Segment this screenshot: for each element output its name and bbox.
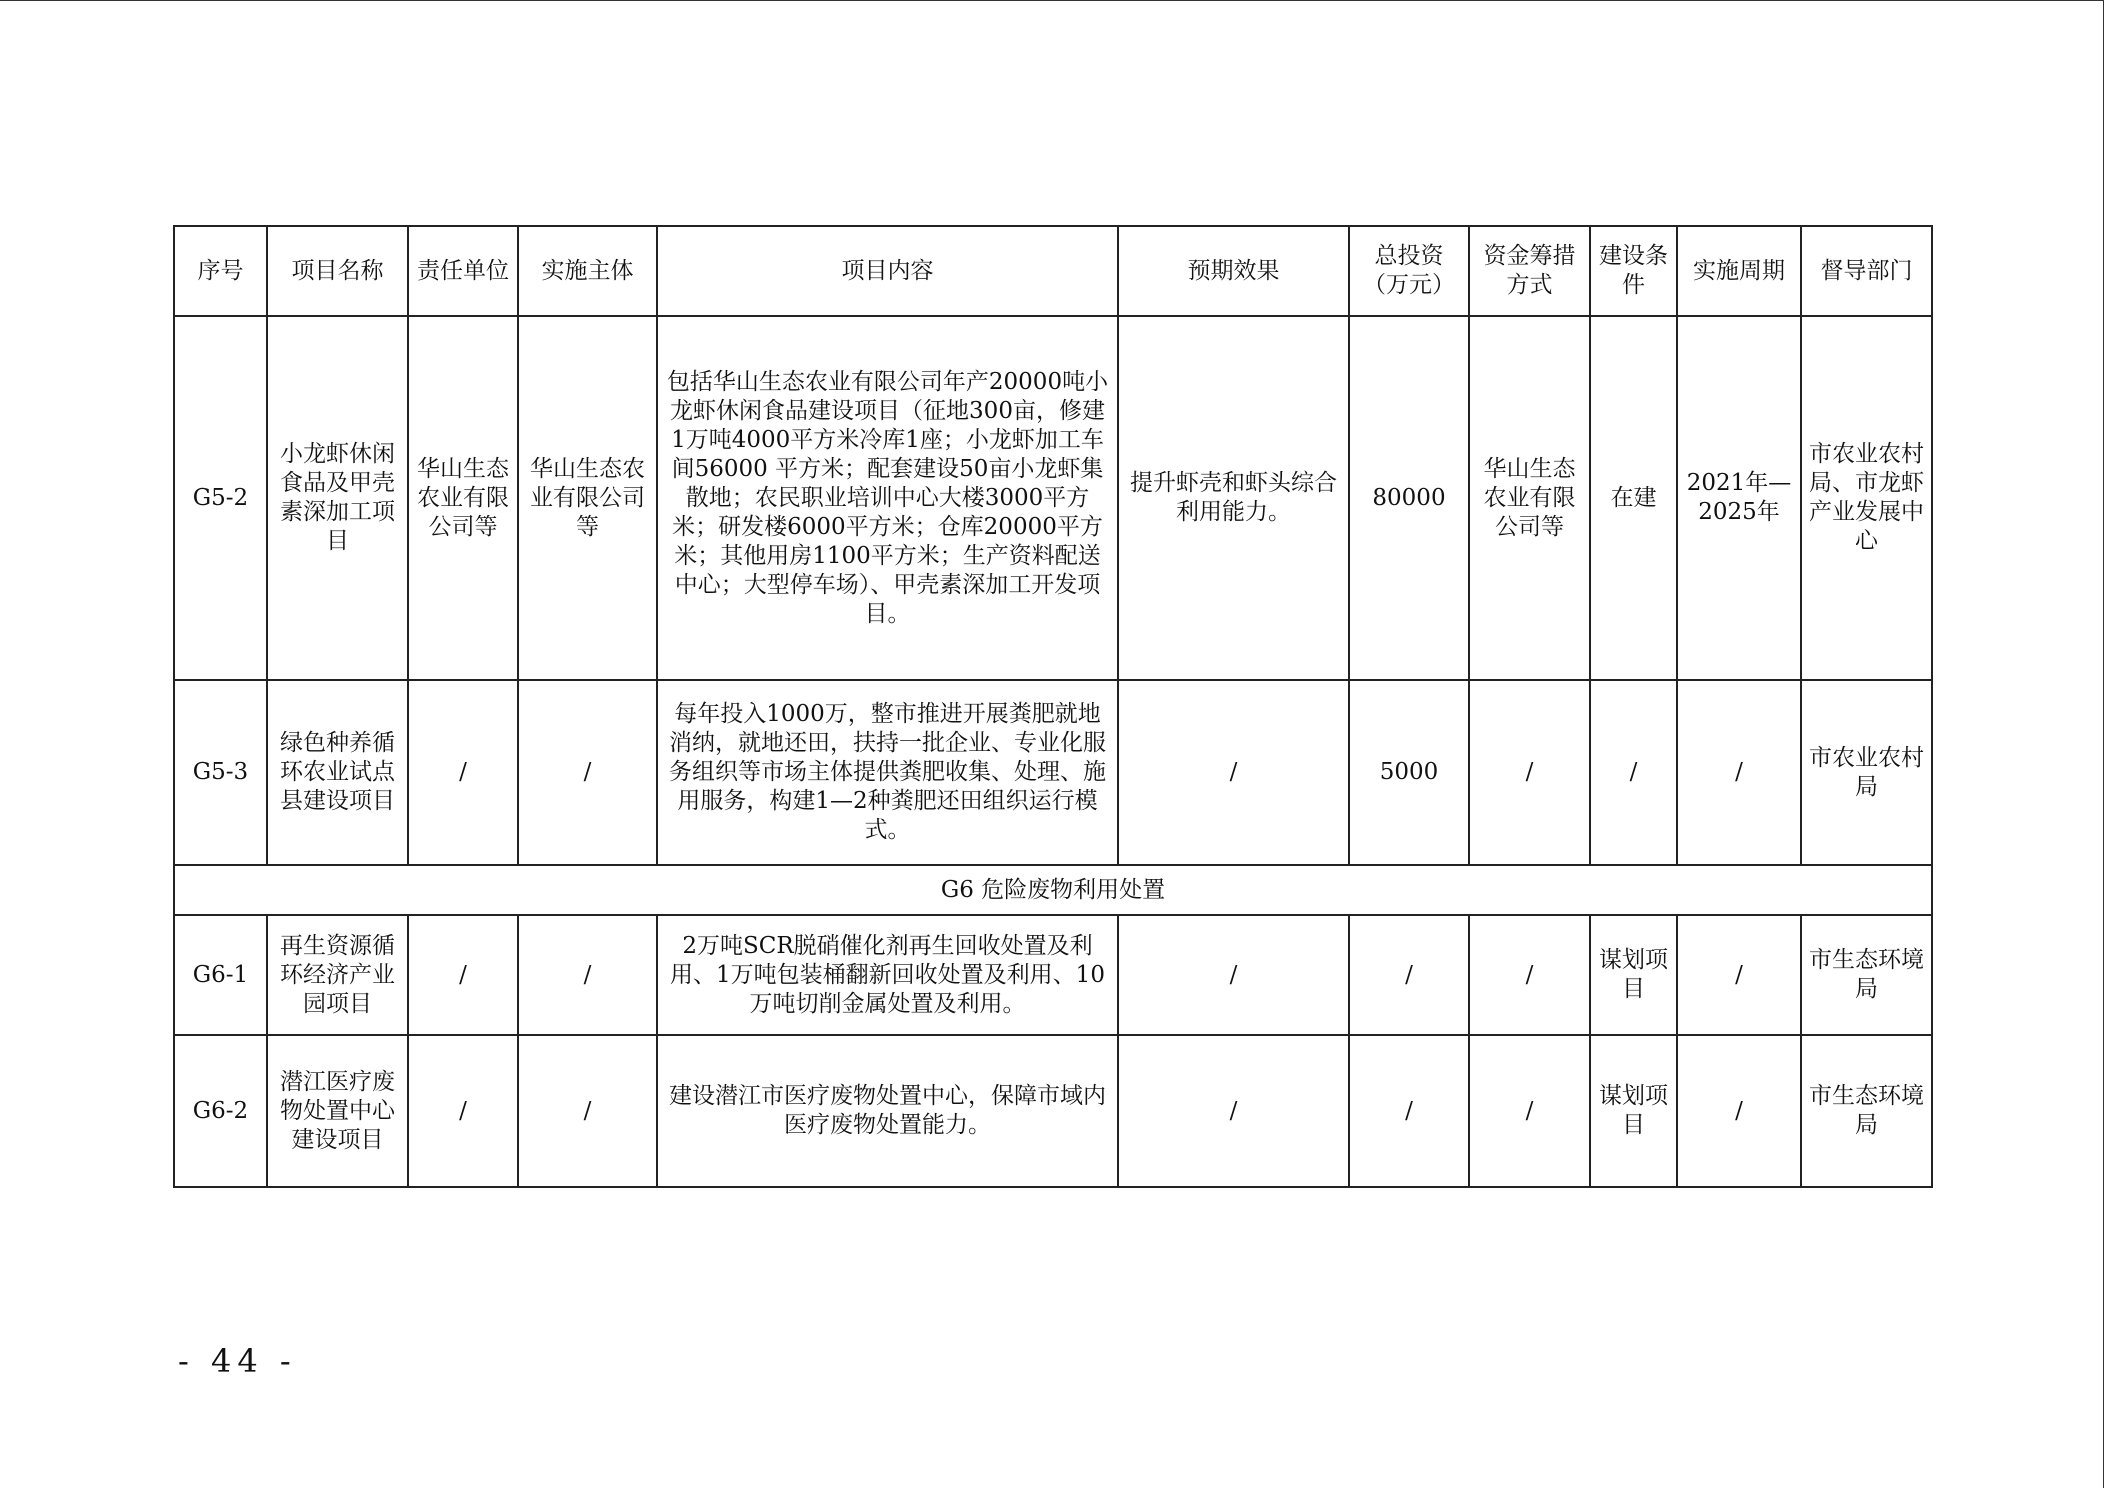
header-effect: 预期效果 [1118, 226, 1349, 316]
page-edge-top [0, 0, 2104, 1]
cell-period: 2021年—2025年 [1677, 316, 1801, 680]
cell-name: 潜江医疗废物处置中心建设项目 [267, 1035, 408, 1187]
cell-responsible: 华山生态农业有限公司等 [408, 316, 518, 680]
cell-id: G6-1 [174, 915, 267, 1035]
header-content: 项目内容 [657, 226, 1118, 316]
cell-responsible: / [408, 915, 518, 1035]
cell-implementer: / [518, 680, 657, 865]
cell-name: 绿色种养循环农业试点县建设项目 [267, 680, 408, 865]
cell-condition: / [1590, 680, 1677, 865]
cell-investment: / [1349, 1035, 1469, 1187]
cell-responsible: / [408, 1035, 518, 1187]
cell-name: 再生资源循环经济产业园项目 [267, 915, 408, 1035]
table-row [174, 680, 1932, 865]
page-number: - 44 - [178, 1342, 297, 1380]
cell-effect: / [1118, 1035, 1349, 1187]
cell-supervisor: 市生态环境局 [1801, 915, 1932, 1035]
cell-id: G5-3 [174, 680, 267, 865]
header-implementer: 实施主体 [518, 226, 657, 316]
header-row [174, 226, 1932, 316]
cell-content: 包括华山生态农业有限公司年产20000吨小龙虾休闲食品建设项目（征地300亩，修建1万吨4000平方米冷库1座；小龙虾加工车间56000 平方米；配套建设50亩小龙虾集散地；农民职业培训中心大楼3000平方米；研发楼6000平方米；仓库20000平方米；其他用房1100平方米；生产资料配送中心；大型停车场）、甲壳素深加工开发项目。 [657, 316, 1118, 680]
cell-supervisor: 市农业农村局、市龙虾产业发展中心 [1801, 316, 1932, 680]
header-condition: 建设条件 [1590, 226, 1677, 316]
header-responsible: 责任单位 [408, 226, 518, 316]
cell-name: 小龙虾休闲食品及甲壳素深加工项目 [267, 316, 408, 680]
cell-effect: / [1118, 915, 1349, 1035]
cell-funding: / [1469, 1035, 1590, 1187]
cell-period: / [1677, 1035, 1801, 1187]
cell-effect: / [1118, 680, 1349, 865]
cell-condition: 在建 [1590, 316, 1677, 680]
header-period: 实施周期 [1677, 226, 1801, 316]
cell-content: 2万吨SCR脱硝催化剂再生回收处置及利用、1万吨包装桶翻新回收处置及利用、10万吨切削金属处置及利用。 [657, 915, 1118, 1035]
cell-condition: 谋划项目 [1590, 1035, 1677, 1187]
cell-id: G6-2 [174, 1035, 267, 1187]
cell-implementer: 华山生态农业有限公司等 [518, 316, 657, 680]
header-supervisor: 督导部门 [1801, 226, 1932, 316]
cell-implementer: / [518, 1035, 657, 1187]
cell-period: / [1677, 915, 1801, 1035]
cell-supervisor: 市生态环境局 [1801, 1035, 1932, 1187]
table-row [174, 915, 1932, 1035]
section-row [174, 865, 1932, 915]
cell-effect: 提升虾壳和虾头综合利用能力。 [1118, 316, 1349, 680]
cell-content: 每年投入1000万，整市推进开展粪肥就地消纳，就地还田，扶持一批企业、专业化服务组织等市场主体提供粪肥收集、处理、施用服务，构建1—2种粪肥还田组织运行模式。 [657, 680, 1118, 865]
project-table [173, 225, 1933, 1188]
cell-id: G5-2 [174, 316, 267, 680]
cell-investment: 5000 [1349, 680, 1469, 865]
cell-content: 建设潜江市医疗废物处置中心，保障市域内医疗废物处置能力。 [657, 1035, 1118, 1187]
cell-investment: / [1349, 915, 1469, 1035]
cell-responsible: / [408, 680, 518, 865]
header-id: 序号 [174, 226, 267, 316]
cell-supervisor: 市农业农村局 [1801, 680, 1932, 865]
cell-investment: 80000 [1349, 316, 1469, 680]
cell-funding: 华山生态农业有限公司等 [1469, 316, 1590, 680]
header-investment: 总投资（万元） [1349, 226, 1469, 316]
table-row [174, 316, 1932, 680]
cell-period: / [1677, 680, 1801, 865]
header-name: 项目名称 [267, 226, 408, 316]
cell-implementer: / [518, 915, 657, 1035]
section-title: G6 危险废物利用处置 [174, 865, 1932, 915]
cell-condition: 谋划项目 [1590, 915, 1677, 1035]
table-row [174, 1035, 1932, 1187]
cell-funding: / [1469, 915, 1590, 1035]
cell-funding: / [1469, 680, 1590, 865]
header-funding: 资金筹措方式 [1469, 226, 1590, 316]
